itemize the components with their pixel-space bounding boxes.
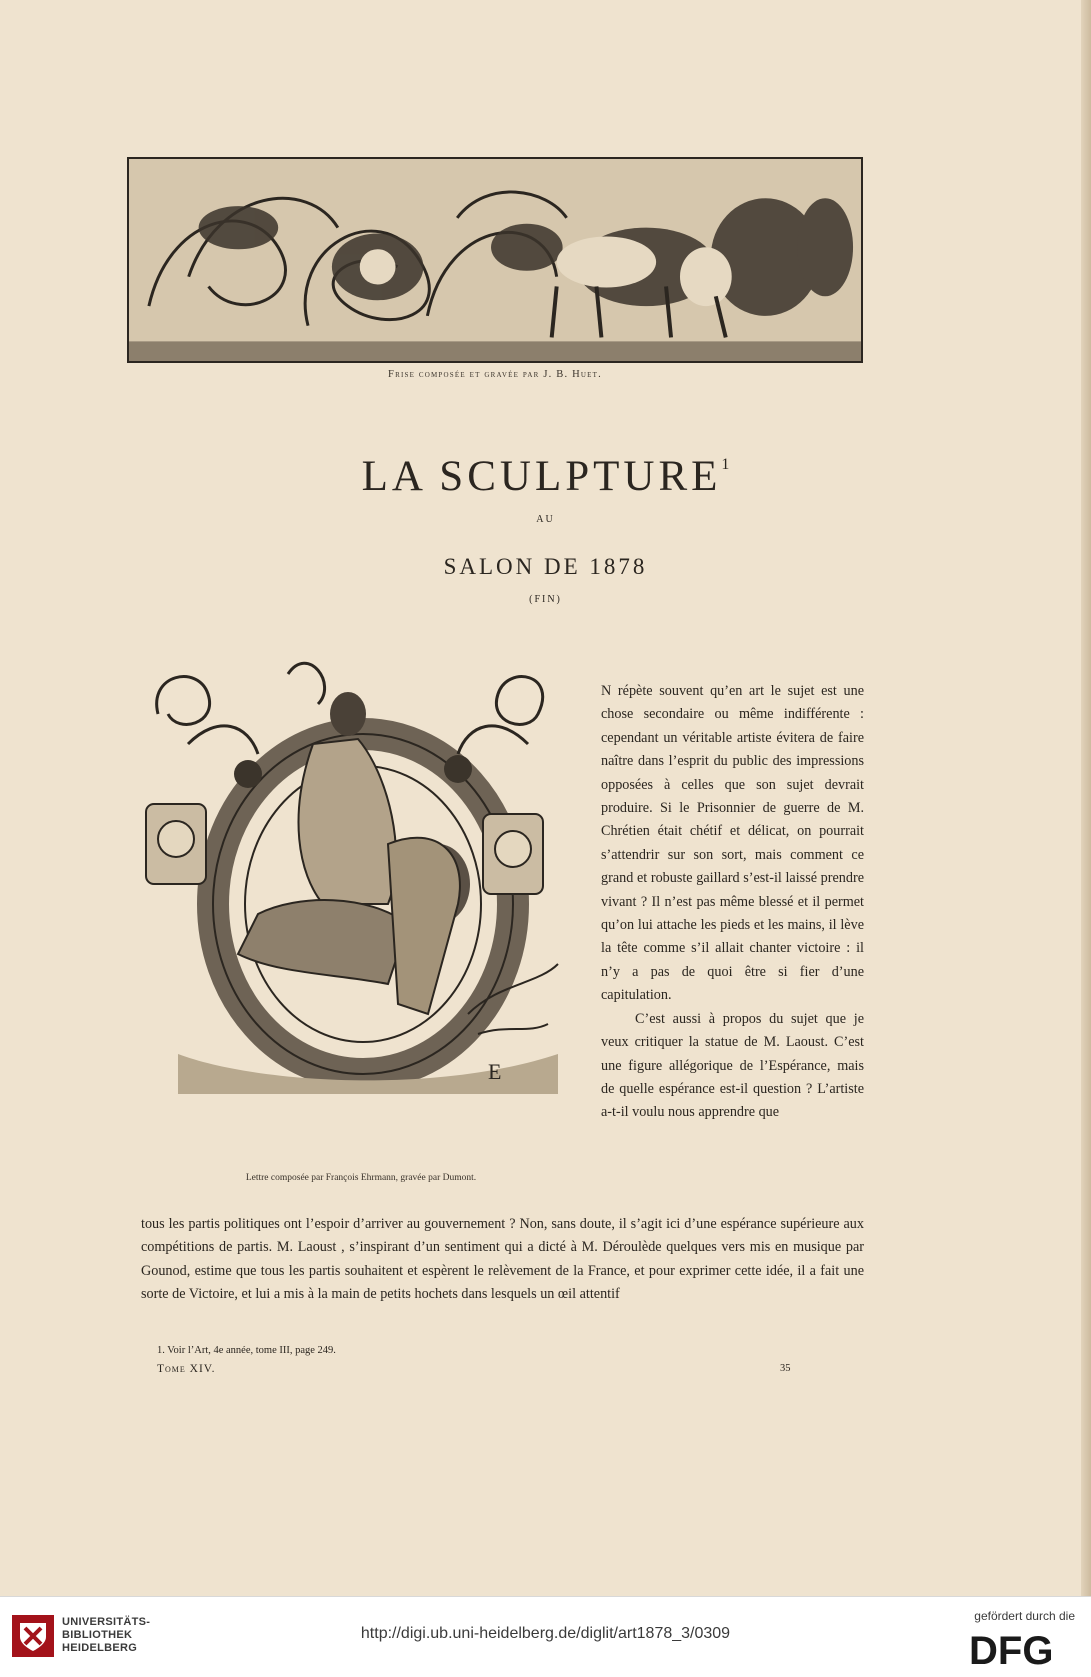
paragraph-2: C’est aussi à propos du sujet que je veux critiquer la statue de M. Laoust. C’est une figure allégorique de l’Espérance, mais de quelle espérance est-il question ? L’artiste a-t-il voulu nous apprendre que: [601, 1010, 864, 1121]
library-footer-bar: [0, 1596, 1091, 1677]
page-edge: [1081, 0, 1091, 1596]
institution-line-2: BIBLIOTHEK: [62, 1629, 133, 1641]
engraver-monogram: E: [488, 1059, 502, 1084]
article-full-width-text: [141, 1213, 864, 1307]
institution-line-3: HEIDELBERG: [62, 1642, 138, 1654]
drop-cap-engraving: [138, 654, 584, 1132]
funder-label: gefördert durch die: [974, 1609, 1075, 1623]
continuation-label: (FIN): [529, 594, 562, 605]
volume-label: Tome XIV.: [157, 1363, 216, 1375]
article-subtitle: SALON DE 1878: [443, 554, 648, 579]
institution-line-1: UNIVERSITÄTS-: [62, 1616, 151, 1628]
illustration-caption: Lettre composée par François Ehrmann, gravée par Dumont.: [245, 1173, 477, 1183]
page-number: 35: [780, 1363, 791, 1374]
footnote: 1. Voir l’Art, 4e année, tome III, page 249.: [157, 1345, 336, 1356]
dfg-logo-text: DFG: [969, 1630, 1054, 1668]
paragraph-1: N répète souvent qu’en art le sujet est une chose secondaire ou même indifférente : cependant un véritable artiste évitera de faire naître dans l’esprit du public des impressions opposées à celles que son sujet devrait produire. Si le Prisonnier de guerre de M. Chrétien était chétif et délicat, on pourrait s’attendrir sur son sort, mais comment ce grand et robuste gaillard s’est-il laissé prendre vivant ? Il n’est pas même blessé et il permet qu’on lui attache les pieds et les mains, il lève la tête comme s’il allait chanter victoire : il n’y a pas de quoi être si fier d’une capitulation.: [601, 683, 864, 1004]
title-connector: AU: [536, 514, 555, 525]
article-title: [0, 452, 1091, 501]
title-footnote-mark: 1: [721, 456, 730, 473]
permalink-url[interactable]: http://digi.ub.uni-heidelberg.de/diglit/art1878_3/0309: [360, 1625, 731, 1642]
article-column-text: [601, 680, 864, 1125]
paragraph-2-continued: tous les partis politiques ont l’espoir d’arriver au gouvernement ? Non, sans doute, il s’agit ici d’une espérance supérieure aux compétitions de partis. M. Laoust , s’inspirant d’un sentiment qui a dicté à M. Déroulède quelques vers mis en musique par Gounod, estime que tous les partis souhaitent et espèrent le relèvement de la France, et pour exprimer cette idée, il a fait une sorte de Victoire, et lui a mis à la main de petits hochets dans lesquels un œil attentif: [141, 1216, 864, 1303]
article-title-text: LA SCULPTURE: [361, 453, 722, 500]
frieze-engraving: [127, 157, 863, 363]
frieze-ornament-image: [129, 159, 861, 361]
dfg-logo-icon: [969, 1630, 1075, 1668]
frieze-caption: Frise composée et gravée par J. B. Huet.: [388, 369, 602, 380]
ornamental-drop-cap-illustration: [138, 654, 584, 1132]
